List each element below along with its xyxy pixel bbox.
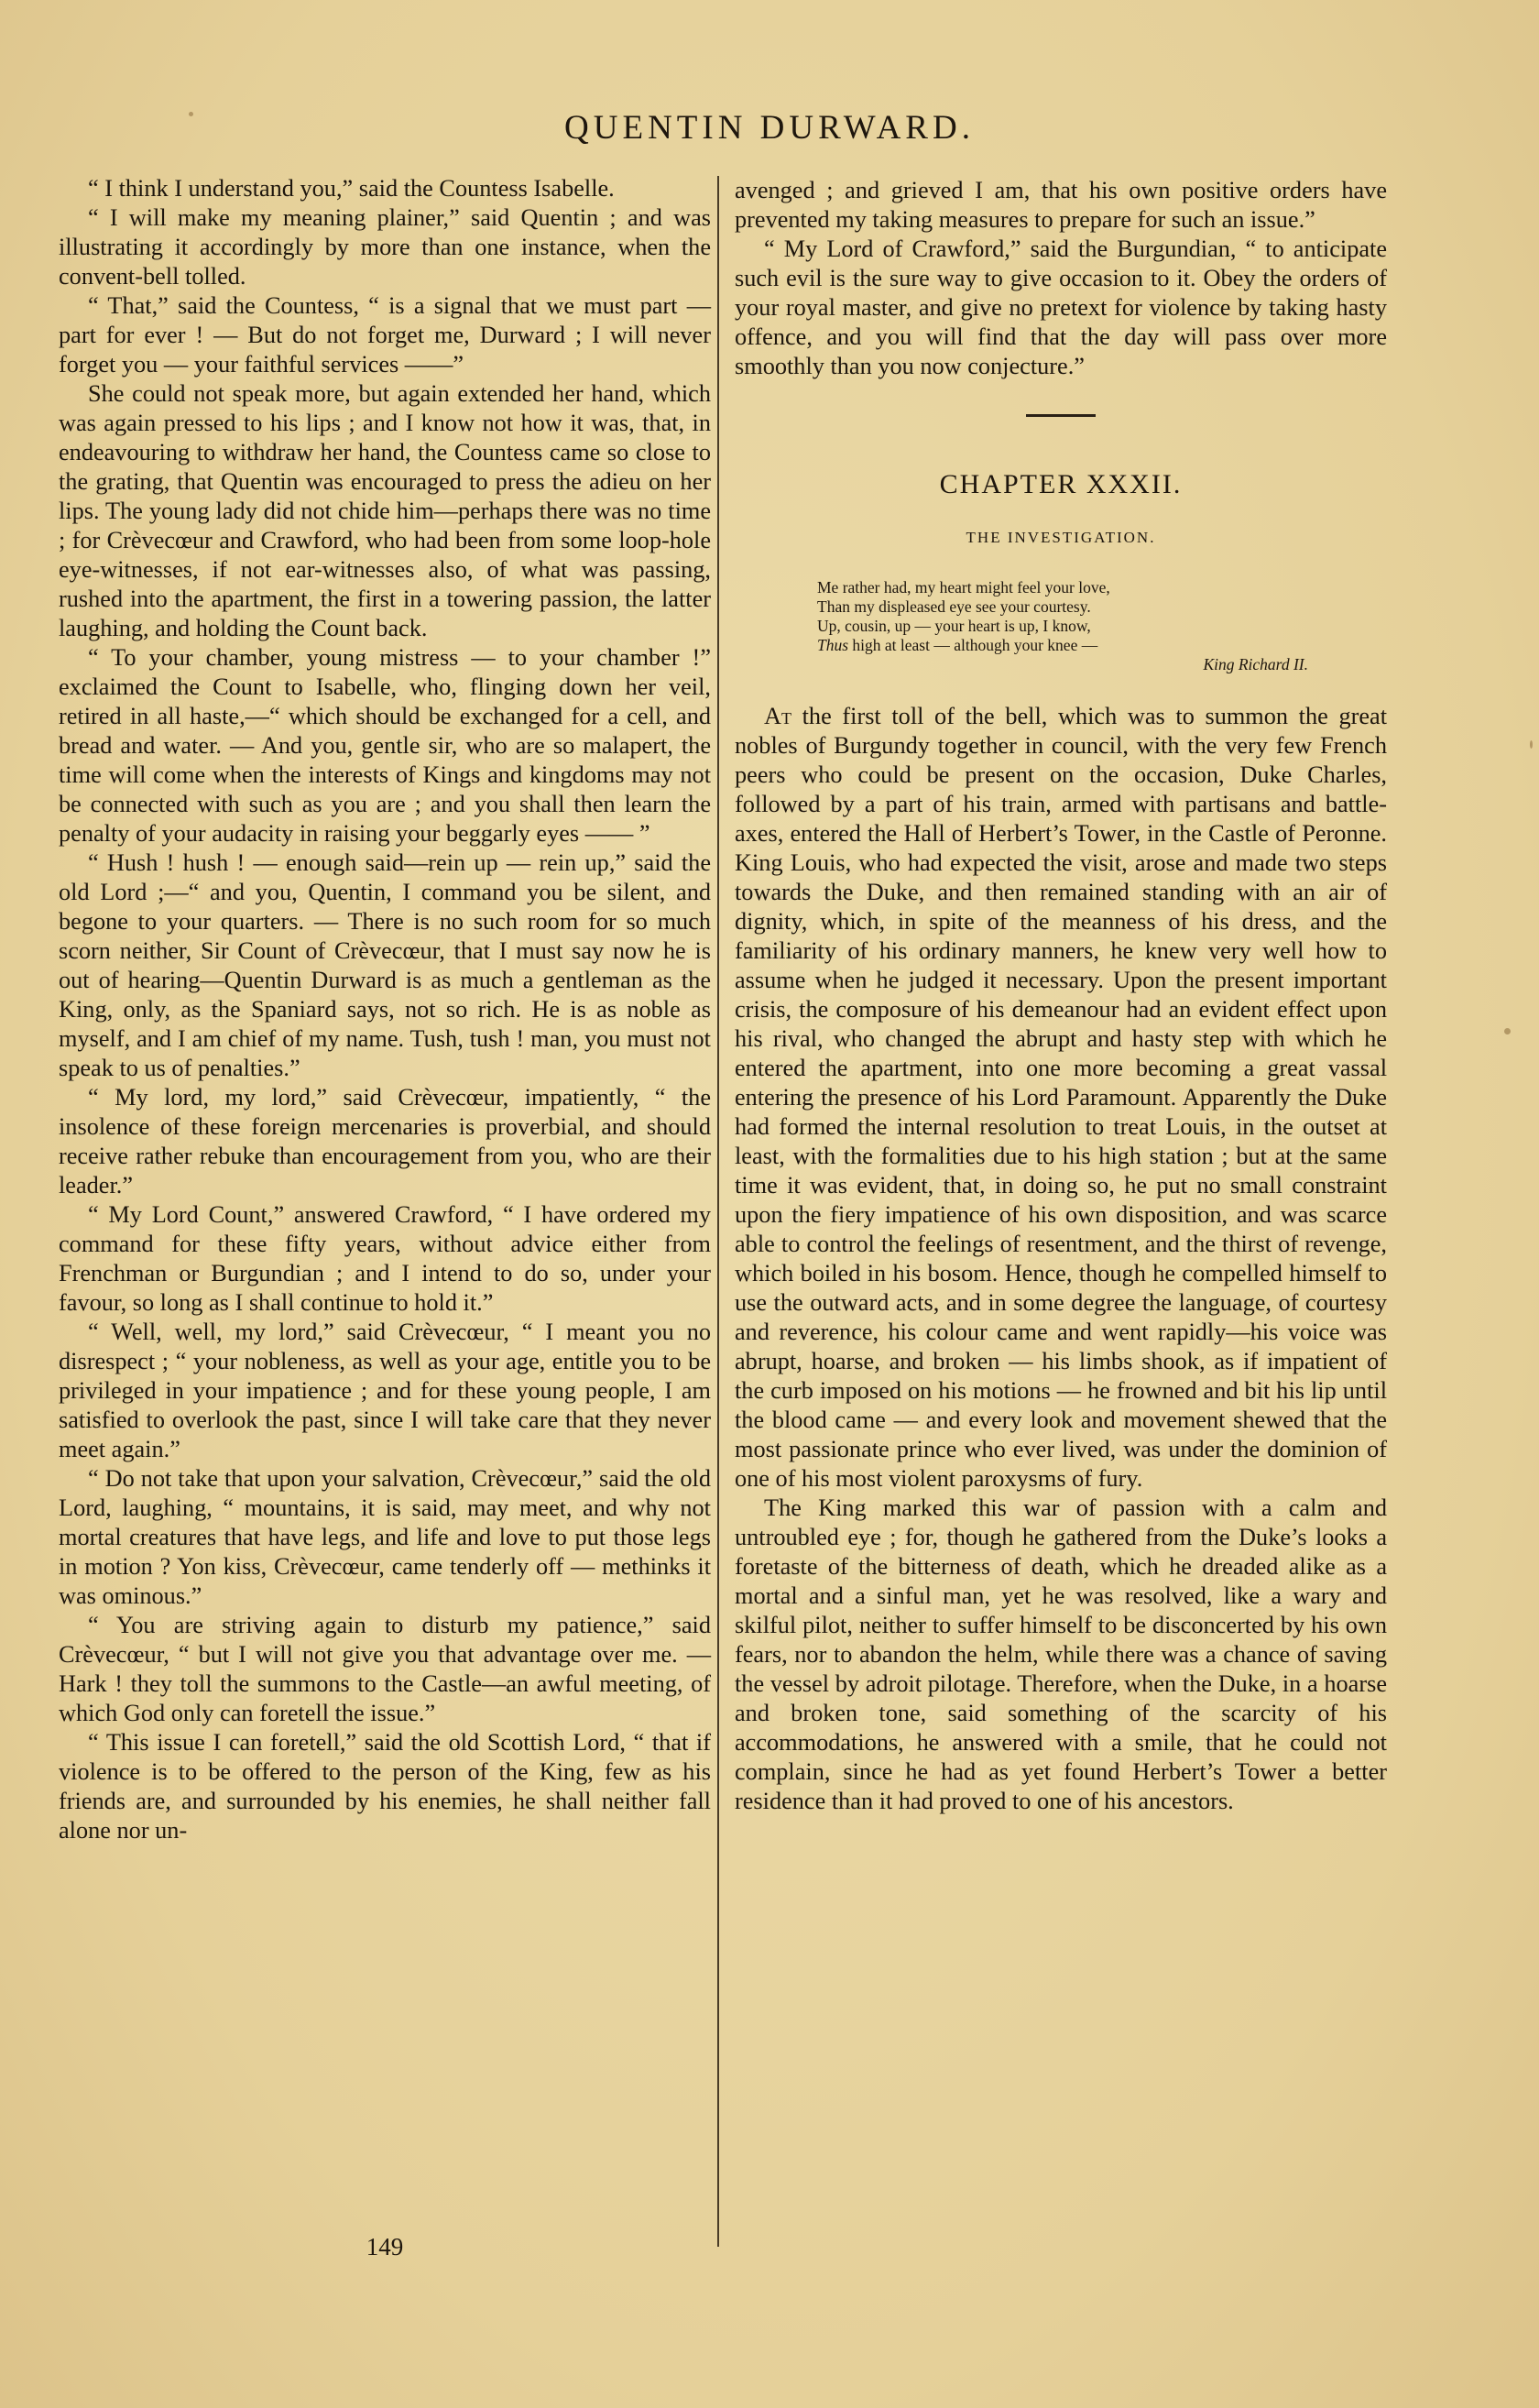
running-head: QUENTIN DURWARD. [564,109,975,147]
epigraph-line: Up, cousin, up — your heart is up, I know, [817,617,1091,635]
chapter-subtitle: THE INVESTIGATION. [966,529,1156,546]
paragraph: “ I think I understand you,” said the Countess Isabelle. [88,175,615,202]
paragraph [735,702,1387,1494]
right-column-continuation [735,176,1387,381]
section-separator [1026,414,1096,417]
chapter-body [735,702,1387,1816]
paragraph: “ My lord, my lord,” said Crèvecœur, impatiently, “ the insolence of these foreign mercenaries is proverbial, and should receive rather rebuke than encouragement from you, who are their leader.” [59,1084,711,1199]
paragraph: “ Hush ! hush ! — enough said—rein up — rein up,” said the old Lord ;—“ and you, Quentin, I command you be silent, and begone to your quarters. — There is no such room for so much scorn neither, Sir Count of Crèvecœur, that I must say now he is out of hearing—Quentin Durward is as much a gentleman as the King, only, as the Spaniard says, not so rich. He is as noble as myself, and I am chief of my name. Tush, tush ! man, you must not speak to us of penalties.” [59,849,711,1081]
paragraph: “ Do not take that upon your salvation, Crèvecœur,” said the old Lord, laughing, “ mountains, it is said, may meet, and why not mortal creatures that have legs, and life and love to put those legs in motion ? Yon kiss, Crèvecœur, came tenderly off — methinks it was ominous.” [59,1465,711,1609]
paragraph: She could not speak more, but again extended her hand, which was again pressed to his lips ; and I know not how it was, that, in endeavouring to withdraw her hand, the Countess came so close to the grating, that Quentin was encouraged to press the adieu on her lips. The young lady did not chide him—perhaps there was no time ; for Crèvecœur and Crawford, who had been from some loop-hole eye-witnesses, if not ear-witnesses also, of what was passing, rushed into the apartment, the first in a towering passion, the latter laughing, and holding the Count back. [59,380,711,641]
paragraph-text: the first toll of the bell, which was to summon the great nobles of Burgundy together in council, with the very few French peers who could be present on the occasion, Duke Charles, followed by a part of his train, armed with partisans and battle-axes, entered the Hall of Herbert’s Tower, in the Castle of Peronne. King Louis, who had expected the visit, arose and made two steps towards the Duke, and then remained standing with an air of dignity, which, in spite of the meanness of his dress, and the familiarity of his ordinary manners, he knew very well how to assume when he judged it necessary. Upon the present important crisis, the composure of his demeanour had an evident effect upon his rival, who changed the abrupt and hasty step with which he entered the apartment, into one more becoming a great vassal entering the presence of his Lord Paramount. Apparently the Duke had formed the internal resolution to treat Louis, in the outset at least, with the formalities due to his high station ; but at the same time it was evident, that, in doing so, he put no small constraint upon the fiery impatience of his own disposition, and was scarce able to control the feelings of resentment, and the thirst of revenge, which boiled in his bosom. Hence, though he compelled himself to use the outward acts, and in some degree the language, of courtesy and reverence, his colour came and went rapidly—his voice was abrupt, hoarse, and broken — his limbs shook, as if impatient of the curb imposed on his motions — he frowned and bit his lip until the blood came — and every look and movement shewed that the most passionate prince who ever lived, was under the dominion of one of his most violent paroxysms of fury. [735,703,1387,1492]
paragraph: “ My Lord Count,” answered Crawford, “ I have ordered my command for these fifty years, without advice either from Frenchman or Burgundian ; and I intend to do so, under your favour, so long as I shall continue to hold it.” [59,1201,711,1316]
paragraph: “ To your chamber, young mistress — to your chamber !” exclaimed the Count to Isabelle, who, flinging down her veil, retired in all haste,—“ which should be exchanged for a cell, and bread and water. — And you, gentle sir, who are so malapert, the time will come when the interests of Kings and kingdoms may not be connected with such as you are ; and you shall then learn the penalty of your audacity in raising your beggarly eyes —— ” [59,644,711,847]
paper-speck [1530,740,1533,749]
paragraph: “ This issue I can foretell,” said the old Scottish Lord, “ that if violence is to be offered to the person of the King, few as his friends are, and surrounded by his enemies, he shall neither fall alone nor un- [59,1729,711,1844]
column-divider [717,176,719,2247]
paragraph: “ My Lord of Crawford,” said the Burgundian, “ to anticipate such evil is the sure way to give occasion to it. Obey the orders of your royal master, and give no pretext for violence by taking hasty offence, and you will find that the day will pass over more smoothly than you now conjecture.” [735,235,1387,379]
paragraph: avenged ; and grieved I am, that his own positive orders have prevented my taking measures to prepare for such an issue.” [735,177,1387,233]
drop-lead-word: At [764,703,791,729]
chapter-title: CHAPTER XXXII. [939,469,1183,499]
epigraph-emphasis: Thus [817,636,849,654]
paper-speck [189,112,193,116]
epigraph-attribution: King Richard II. [1203,655,1308,673]
paragraph: “ Well, well, my lord,” said Crèvecœur, “ I meant you no disrespect ; “ your nobleness, as well as your age, entitle you to be privileged in your impatience ; and for these young people, I am satisfied to overlook the past, since I will take care that they never meet again.” [59,1319,711,1462]
epigraph-line: Me rather had, my heart might feel your love, [817,578,1110,597]
paragraph: “ That,” said the Countess, “ is a signal that we must part — part for ever ! — But do not forget me, Durward ; I will never forget you — your faithful services ——” [59,292,711,378]
left-column [59,174,711,1845]
epigraph [817,578,1387,674]
page-number: 149 [366,2233,404,2260]
paragraph: “ I will make my meaning plainer,” said Quentin ; and was illustrating it accordingly by more than one instance, when the convent-bell tolled. [59,204,711,290]
epigraph-line: Than my displeased eye see your courtesy. [817,597,1091,616]
paragraph: “ You are striving again to disturb my patience,” said Crèvecœur, “ but I will not give you that advantage over me. — Hark ! they toll the summons to the Castle—an awful meeting, of which God only can foretell the issue.” [59,1612,711,1726]
right-column [735,176,1387,1816]
paper-speck [1504,1028,1511,1034]
paragraph-text: The King marked this war of passion with a calm and untroubled eye ; for, though he gathered from the Duke’s looks a foretaste of the bitterness of death, which he dreaded alike as a mortal and a sinful man, yet he was resolved, like a wary and skilful pilot, neither to suffer himself to be disconcerted by his own fears, nor to abandon the helm, while there was a chance of saving the vessel by adroit pilotage. Therefore, when the Duke, in a hoarse and broken tone, said something of the scarcity of his accommodations, he answered with a smile, that he could not complain, since he had as yet found Herbert’s Tower a better residence than it had proved to one of his ancestors. [735,1494,1387,1814]
paragraph [735,1494,1387,1816]
epigraph-line: Thus high at least — although your knee — [817,636,1098,654]
